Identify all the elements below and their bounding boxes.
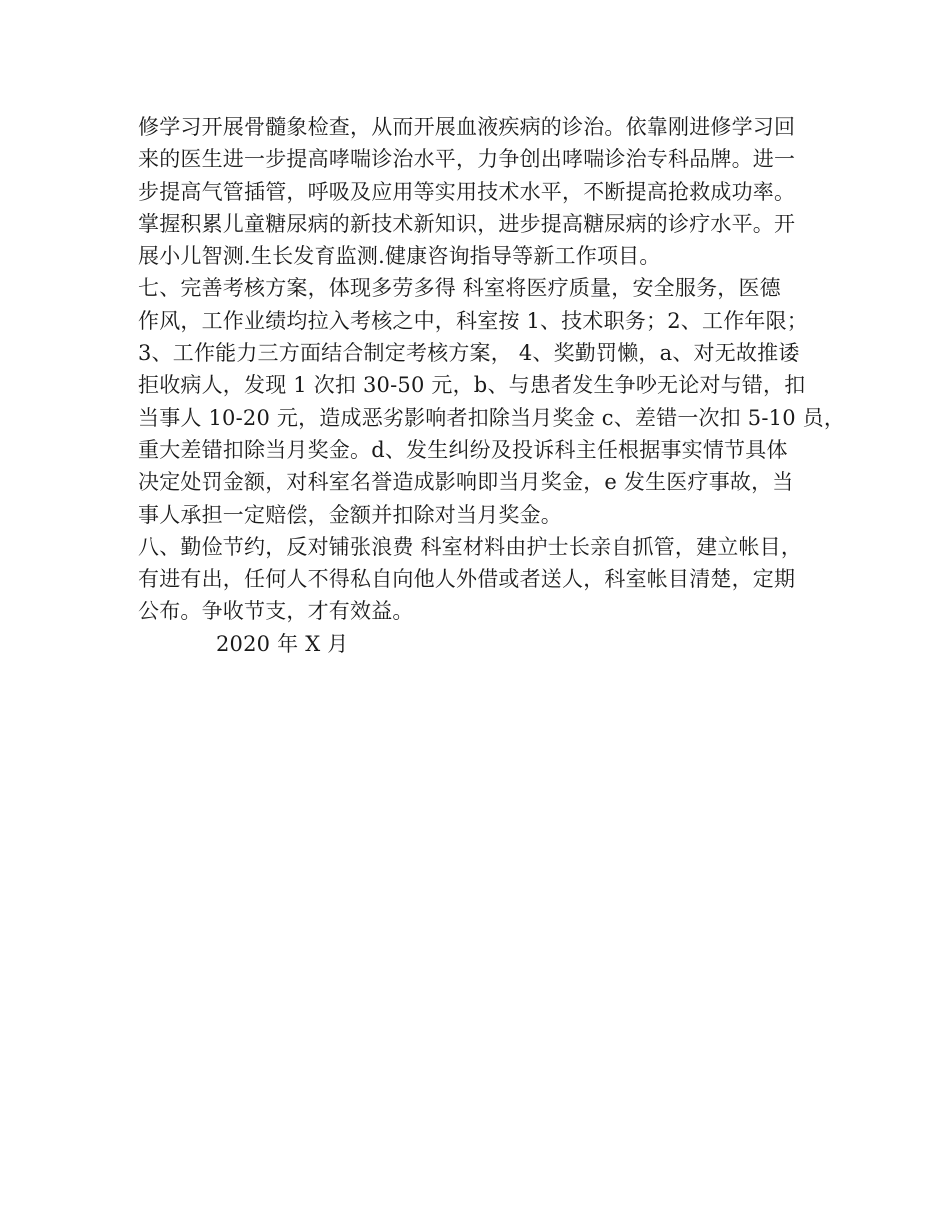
text-line: 3、工作能力三方面结合制定考核方案， 4、奖勤罚懒，a、对无故推诿 [138, 341, 800, 366]
text-line: 公布。争收节支，才有效益。 [138, 599, 414, 624]
text-line: 当事人 10-20 元，造成恶劣影响者扣除当月奖金 c、差错一次扣 5-10 员， [138, 405, 846, 430]
text-line: 重大差错扣除当月奖金。d、发生纠纷及投诉科主任根据事实情节具体 [138, 437, 788, 462]
text-line: 拒收病人，发现 1 次扣 30-50 元，b、与患者发生争吵无论对与错，扣 [138, 373, 806, 398]
document-date: 2020 年 X 月 [216, 631, 349, 656]
text-line: 步提高气管插管，呼吸及应用等实用技术水平，不断提高抢救成功率。 [138, 179, 796, 204]
section-seven-heading-line: 七、完善考核方案，体现多劳多得 科室将医疗质量，安全服务，医德 [138, 276, 781, 301]
text-line: 掌握积累儿童糖尿病的新技术新知识，进步提高糖尿病的诊疗水平。开 [138, 211, 796, 236]
text-line: 决定处罚金额，对科室名誉造成影响即当月奖金，e 发生医疗事故，当 [138, 470, 794, 495]
text-line: 作风，工作业绩均拉入考核之中，科室按 1、技术职务；2、工作年限； [138, 308, 808, 333]
text-line: 事人承担一定赔偿，金额并扣除对当月奖金。 [138, 502, 562, 527]
text-line: 来的医生进一步提高哮喘诊治水平，力争创出哮喘诊治专科品牌。进一 [138, 147, 796, 172]
section-eight-heading-line: 八、勤俭节约，反对铺张浪费 科室材料由护士长亲自抓管，建立帐目， [138, 534, 803, 559]
text-line: 修学习开展骨髓象检查，从而开展血液疾病的诊治。依靠刚进修学习回 [138, 115, 796, 139]
text-line: 展小儿智测.生长发育监测.健康咨询指导等新工作项目。 [138, 244, 661, 269]
text-line: 有进有出，任何人不得私自向他人外借或者送人，科室帐目清楚，定期 [138, 567, 796, 592]
document-body [138, 111, 846, 660]
